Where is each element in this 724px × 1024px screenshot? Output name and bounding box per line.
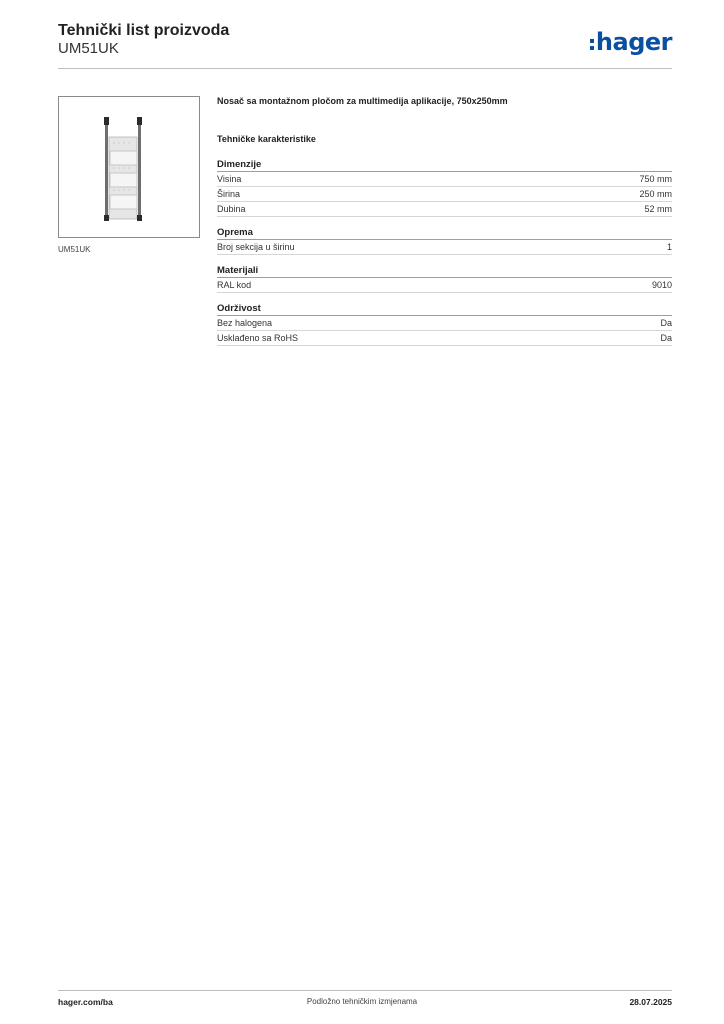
section-title: Oprema bbox=[217, 227, 672, 240]
spec-row bbox=[217, 202, 672, 217]
footer-date: 28.07.2025 bbox=[629, 997, 672, 1007]
spec-label: RAL kod bbox=[217, 280, 252, 290]
section-title: Materijali bbox=[217, 265, 672, 278]
spec-row bbox=[217, 331, 672, 346]
spec-label: Broj sekcija u širinu bbox=[217, 242, 295, 252]
product-image bbox=[59, 97, 199, 237]
spec-label: Širina bbox=[217, 189, 241, 199]
spec-row bbox=[217, 187, 672, 202]
spec-value: Da bbox=[660, 333, 672, 343]
spec-label: Dubina bbox=[217, 204, 246, 214]
spec-section-materials bbox=[217, 265, 672, 293]
header-divider bbox=[58, 68, 672, 69]
spec-value: 52 mm bbox=[644, 204, 672, 214]
spec-value: 750 mm bbox=[639, 174, 672, 184]
spec-section-sustainability bbox=[217, 303, 672, 346]
spec-value: 9010 bbox=[651, 280, 672, 290]
spec-label: Bez halogena bbox=[217, 318, 273, 328]
product-description: Nosač sa montažnom pločom za multimedija aplikacije, 750x250mm bbox=[217, 96, 508, 106]
hager-logo bbox=[590, 28, 672, 56]
spec-label: Visina bbox=[217, 174, 242, 184]
image-caption: UM51UK bbox=[58, 245, 91, 254]
product-code: UM51UK bbox=[58, 40, 119, 57]
spec-section-dimensions bbox=[217, 159, 672, 217]
spec-row bbox=[217, 240, 672, 255]
product-image-frame bbox=[58, 96, 200, 238]
spec-value: Da bbox=[660, 318, 672, 328]
spec-row bbox=[217, 316, 672, 331]
footer-website-link[interactable]: hager.com/ba bbox=[58, 997, 113, 1007]
footer-divider bbox=[58, 990, 672, 991]
spec-section-equipment bbox=[217, 227, 672, 255]
footer-note: Podložno tehničkim izmjenama bbox=[306, 997, 418, 1006]
spec-value: 1 bbox=[666, 242, 672, 252]
section-title: Održivost bbox=[217, 303, 672, 316]
product-details bbox=[217, 96, 672, 356]
spec-label: Usklađeno sa RoHS bbox=[217, 333, 299, 343]
logo-word: hager bbox=[595, 28, 672, 56]
spec-value: 250 mm bbox=[639, 189, 672, 199]
logo-dots-icon bbox=[590, 39, 594, 50]
specs-title: Tehničke karakteristike bbox=[217, 134, 316, 144]
spec-row bbox=[217, 172, 672, 187]
spec-row bbox=[217, 278, 672, 293]
page-title: Tehnički list proizvoda bbox=[58, 22, 230, 39]
section-title: Dimenzije bbox=[217, 159, 672, 172]
